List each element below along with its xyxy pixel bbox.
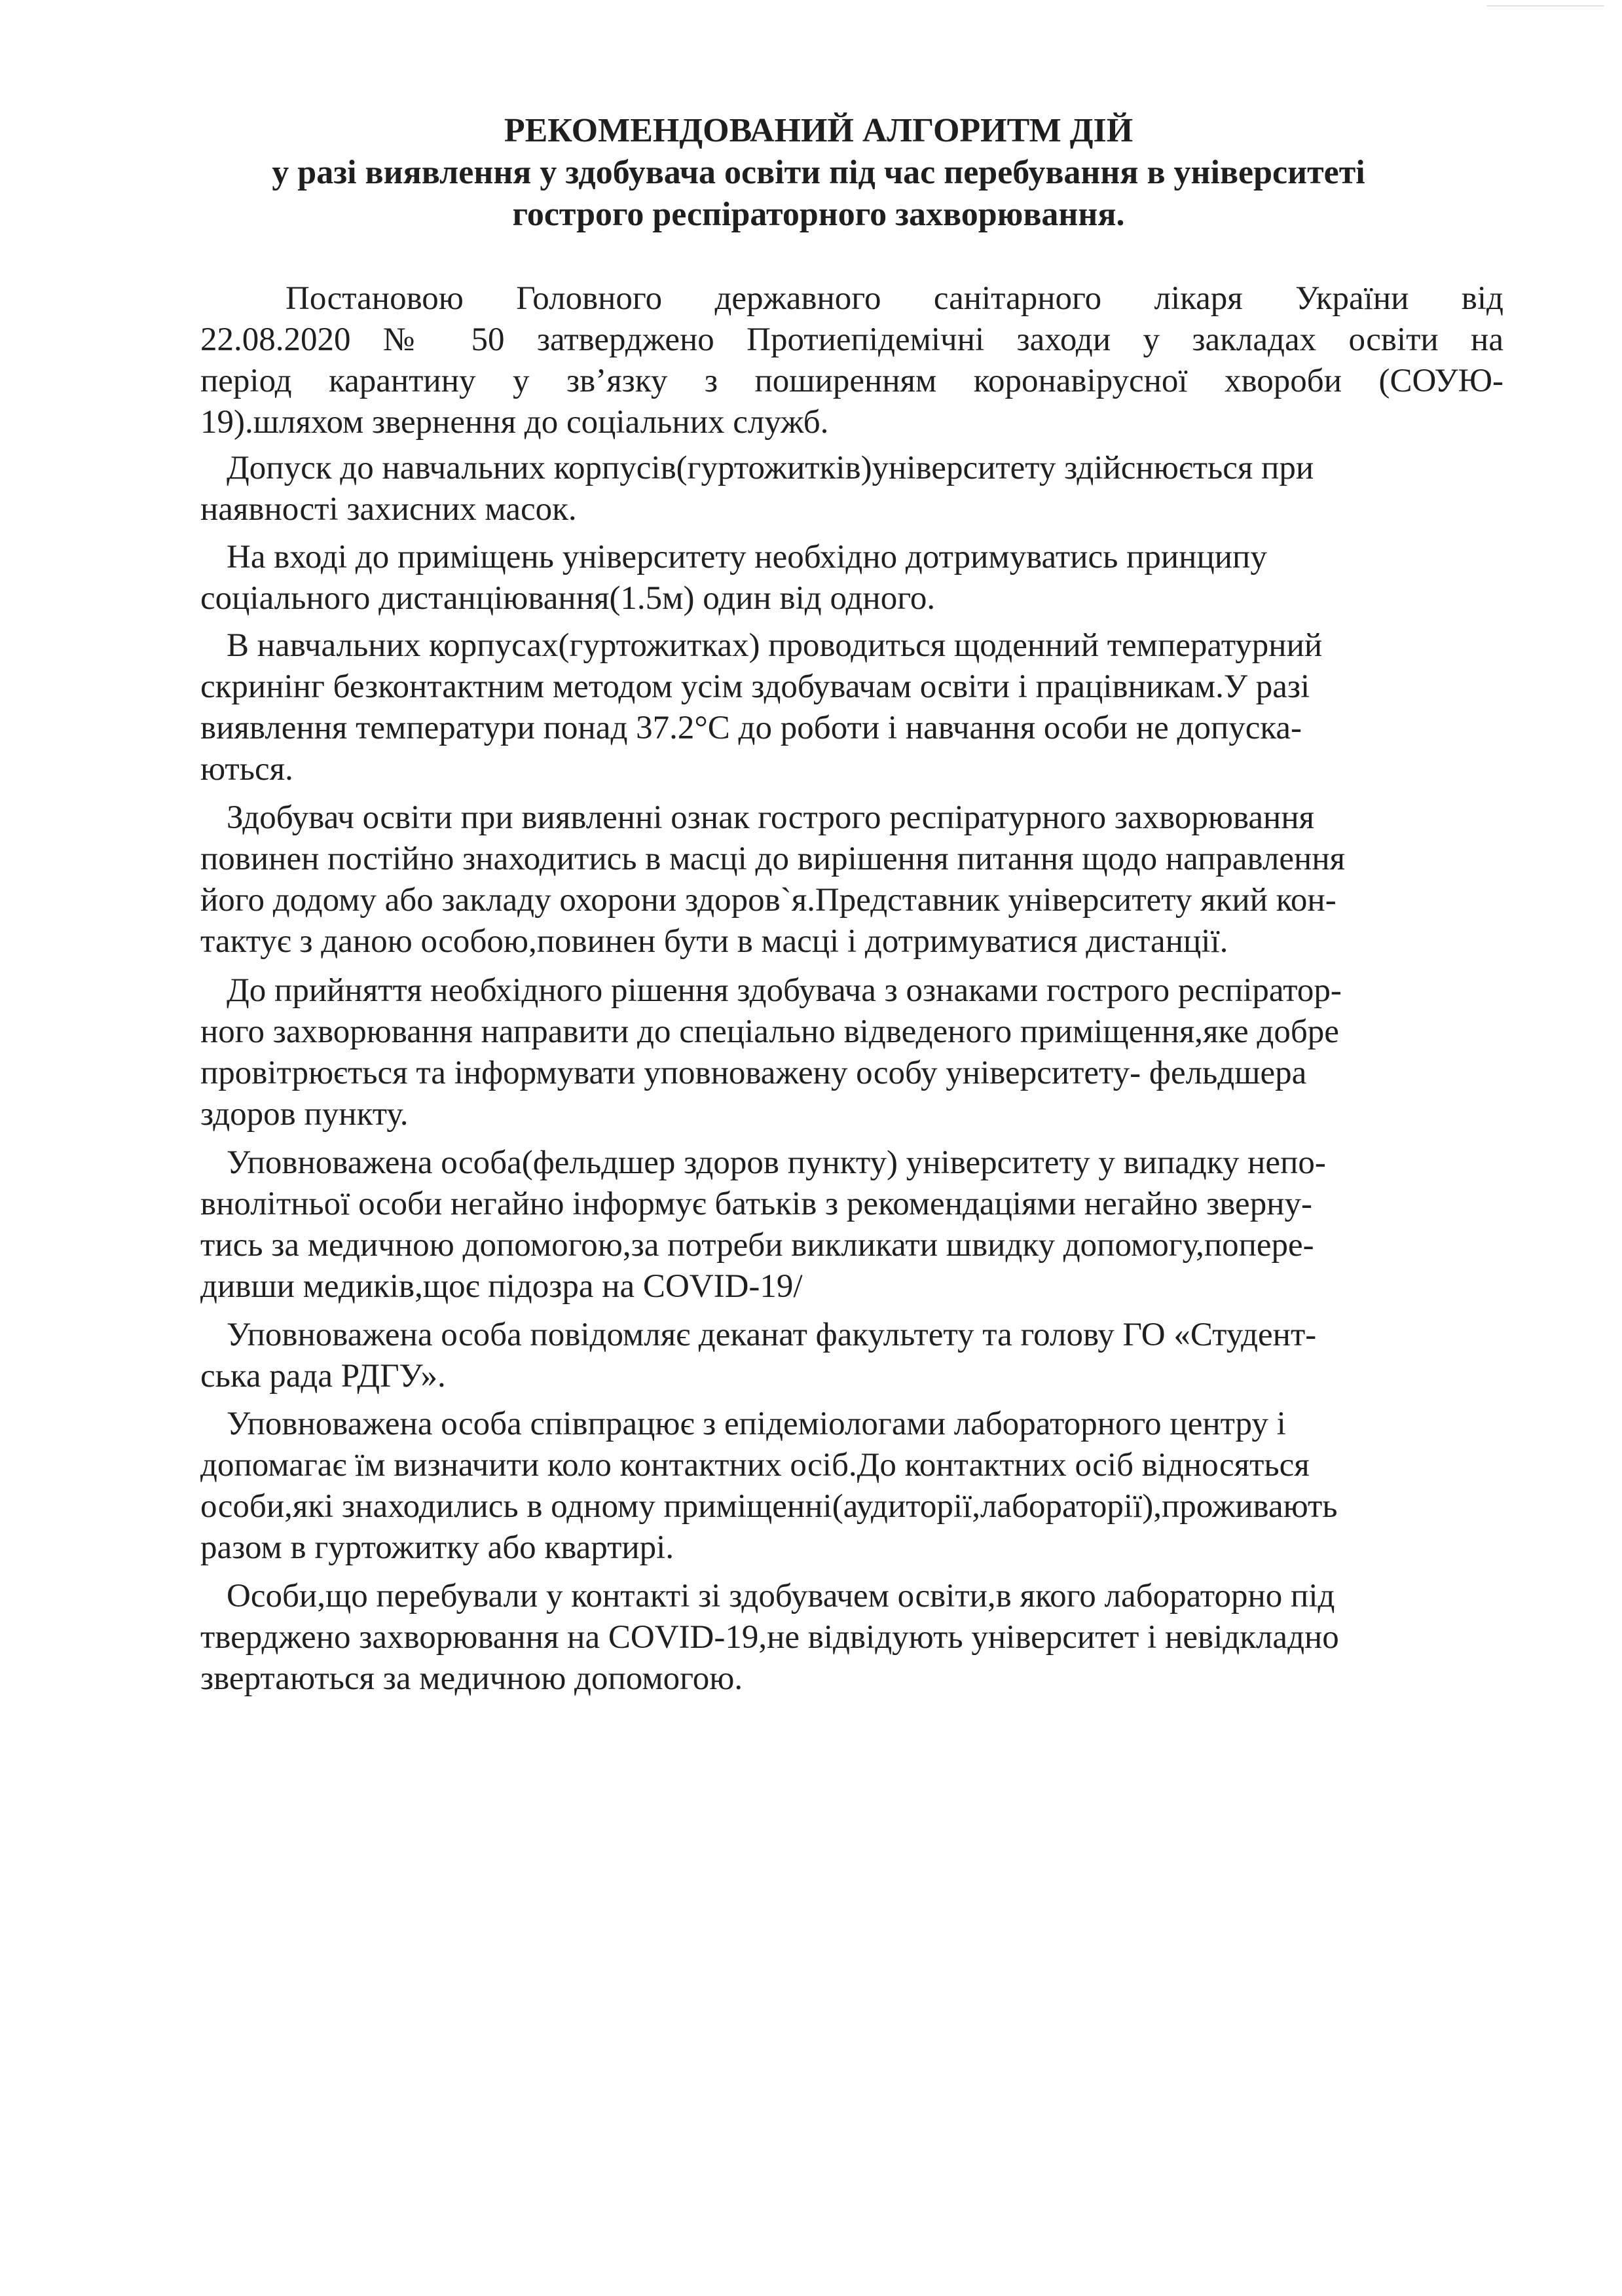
paragraph-line: його додому або закладу охорони здоров`я.Представник університету який кон- — [200, 882, 1336, 919]
intro-line-1: Постановою Головного державного санітарного лікаря України від — [286, 280, 1503, 317]
paragraph-line: тись за медичною допомогою,за потреби викликати швидку допомогу,попере- — [200, 1227, 1314, 1264]
paragraph-line: ська рада РДГУ». — [200, 1358, 446, 1394]
paragraph-line: здоров пункту. — [200, 1096, 409, 1133]
paragraph-parents — [200, 1142, 1510, 1307]
paragraph-screening — [200, 625, 1510, 790]
paragraph-line: Особи,що перебували у контакті зі здобувачем освіти,в якого лабораторно під — [227, 1578, 1335, 1614]
paragraph-line: тверджено захворювання на COVID-19,не відвідують університет і невідкладно — [200, 1619, 1339, 1656]
paragraph-line: Уповноважена особа повідомляє деканат факультету та голову ГО «Студент- — [227, 1317, 1317, 1353]
paragraph-line: провітрюється та інформувати уповноважену особу університету- фельдшера — [200, 1055, 1307, 1091]
paragraph-line: виявлення температури понад 37.2°С до роботи і навчання особи не допуска- — [200, 710, 1302, 746]
paragraph-line: особи,які знаходились в одному приміщенні(аудиторії,лабораторії),проживають — [200, 1488, 1338, 1525]
paragraph-line: Уповноважена особа співпрацює з епідеміологами лабораторного центру і — [227, 1406, 1286, 1442]
intro-line-4: 19).шляхом звернення до соціальних служб. — [200, 404, 829, 441]
paragraph-line: тактує з даною особою,повинен бути в масці і дотримуватися дистанції. — [200, 923, 1228, 960]
paragraph-line: допомагає їм визначити коло контактних осіб.До контактних осіб відносяться — [200, 1447, 1310, 1484]
paragraph-line: Уповноважена особа(фельдшер здоров пункту) університету у випадку непо- — [227, 1144, 1326, 1181]
paragraph-admission — [200, 448, 1510, 530]
paragraph-dean — [200, 1315, 1510, 1397]
paragraph-line: скринінг безконтактним методом усім здобувачам освіти і працівникам.У разі — [200, 668, 1310, 705]
paragraph-line: звертаються за медичною допомогою. — [200, 1660, 743, 1697]
paragraph-line: разом в гуртожитку або квартирі. — [200, 1529, 674, 1566]
paragraph-line: На вході до приміщень університету необхідно дотримуватись принципу — [227, 539, 1267, 575]
paragraph-line: ного захворювання направити до спеціально відведеного приміщення,яке добре — [200, 1013, 1339, 1050]
paragraph-line: наявності захисних масок. — [200, 491, 577, 528]
intro-line-3: період карантину у зв’язку з поширенням коронавірусної хвороби (СОУЮ- — [200, 363, 1503, 399]
paragraph-line: внолітньої особи негайно інформує батьків з рекомендаціями негайно зверну- — [200, 1186, 1312, 1222]
paragraph-distancing — [200, 537, 1510, 619]
paragraph-line: Здобувач освіти при виявленні ознак гострого респіратурного захворювання — [227, 799, 1315, 836]
document-title — [196, 110, 1441, 236]
paragraph-line: В навчальних корпусах(гуртожитках) проводиться щоденний температурний — [227, 627, 1323, 664]
paragraph-line: дивши медиків,щоє підозра на COVID-19/ — [200, 1268, 803, 1305]
intro-line-2: 22.08.2020 № 50 затверджено Протиепідемічні заходи у закладах освіти на — [200, 321, 1503, 358]
title-line-3: гострого респіраторного захворювання. — [512, 196, 1125, 233]
paragraph-line: До прийняття необхідного рішення здобувача з ознаками гострого респіратор- — [227, 972, 1342, 1009]
paragraph-line: повинен постійно знаходитись в масці до вирішення питання щодо направлення — [200, 841, 1346, 877]
paragraph-line: Допуск до навчальних корпусів(гуртожитків)університету здійснюється при — [227, 450, 1314, 486]
paragraph-line: ються. — [200, 751, 293, 788]
paragraph-line: соціального дистанціювання(1.5м) один від одного. — [200, 580, 936, 617]
paragraph-mask — [200, 797, 1510, 962]
paragraph-isolation — [200, 970, 1510, 1135]
intro-paragraph — [200, 278, 1503, 443]
title-line-2: у разі виявлення у здобувача освіти під час перебування в університеті — [272, 154, 1365, 191]
paragraph-epidemiologists — [200, 1404, 1510, 1569]
scan-edge-mark — [1486, 5, 1604, 7]
title-line-1: РЕКОМЕНДОВАНИЙ АЛГОРИТМ ДІЙ — [504, 112, 1134, 149]
paragraph-contacts — [200, 1576, 1510, 1700]
